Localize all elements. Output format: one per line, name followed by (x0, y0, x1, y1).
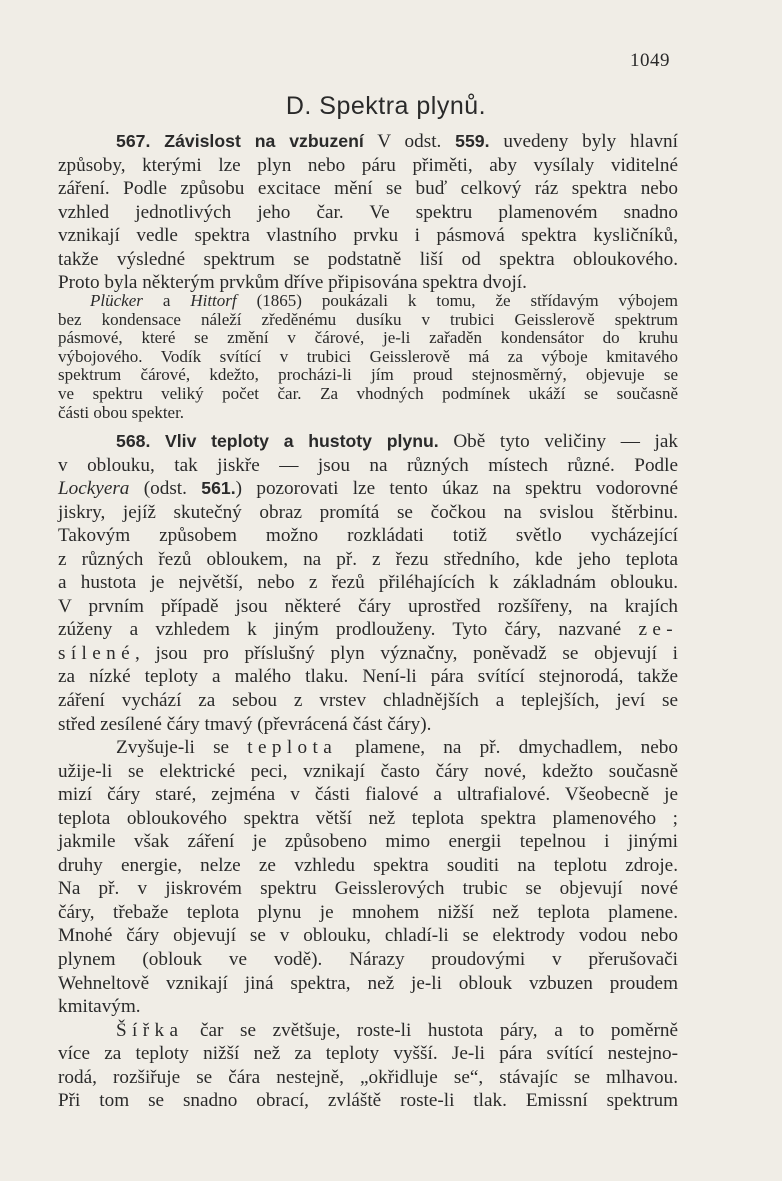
text-run: (1865) poukázali k tomu, že střídavým výbojem (236, 291, 678, 310)
text-line: mizí čáry staré, zejména v části fialové a ultrafialové. Všeobecně je (58, 784, 678, 806)
section-reference: 559. (455, 131, 490, 151)
text-line: za nízké teploty a malého tlaku. Není-li pára svítící stejnorodá, takže (58, 666, 678, 688)
text-line: záření vychází za sebou z vrstev chladnějších a teplejších, jeví se (58, 690, 678, 712)
text-line: bez kondensace náleží zředěnému dusíku v trubici Geisslerově spektrum (58, 309, 678, 329)
author-name: Plücker (90, 291, 143, 310)
text-line (58, 1019, 678, 1043)
text-run: Obě tyto veličiny — jak (453, 431, 678, 452)
text-run: , jsou pro příslušný plyn význačny, poněvadž se objevují i (135, 642, 678, 664)
author-name: Lockyera (58, 478, 130, 500)
text-run: čar se zvětšuje, roste-li hustota páry, a to poměrně (183, 1019, 678, 1041)
spaced-term: Šířka (116, 1019, 184, 1041)
text-line: jiskry, jejíž skutečný obraz promítá se čočkou na svislou štěrbinu. (58, 501, 678, 523)
text-line (58, 130, 678, 154)
paragraph-567 (58, 130, 678, 295)
text-line: V prvním případě jsou některé čáry uprostřed rozšířeny, na krajích (58, 595, 678, 617)
text-line: Takovým způsobem možno rozkládati totiž světlo vycházející (58, 525, 678, 547)
text-line: části obou spekter. (58, 402, 185, 422)
text-run: plamene, na př. dmychadlem, nebo (337, 737, 678, 759)
text-line: spektrum čárové, kdežto, procházi-li jím proud stejnosměrný, objevuje se (58, 365, 678, 385)
note-567 (58, 292, 678, 422)
text-line: kmitavým. (58, 996, 141, 1018)
text-line (58, 642, 678, 666)
text-line: Proto byla některým prvkům dříve připisována spektra dvojí. (58, 272, 527, 294)
text-line: výbojového. Vodík svítící v trubici Geisslerově má za výboje kmitavého (58, 346, 678, 366)
spaced-term: sílené (58, 642, 136, 664)
text-line: Na př. v jiskrovém spektru Geisslerových trubic se objevují nové (58, 878, 678, 900)
text-line: ve spektru veliký počet čar. Za vhodných podmínek ukáží se současně (58, 383, 678, 403)
text-run: uvedeny byly hlavní (489, 131, 678, 152)
text-line: užije-li se elektrické peci, vznikají často čáry nové, kdežto současně (58, 760, 678, 782)
section-heading: Vliv teploty a hustoty plynu. (164, 431, 439, 451)
text-line (58, 292, 678, 311)
text-line: v oblouku, tak jiskře — jsou na různých místech různé. Podle (58, 454, 678, 476)
text-line: způsoby, kterými lze plyn nebo páru přiměti, aby vysílaly viditelné (58, 154, 678, 176)
spaced-term: teplota (247, 737, 338, 759)
text-line: teplota obloukového spektra větší než teplota spektra plamenového ; (58, 807, 678, 829)
paragraph-568 (58, 430, 678, 1113)
text-line: Při tom se snadno obrací, zvláště roste-li tlak. Emissní spektrum (58, 1090, 678, 1112)
text-line (58, 736, 678, 760)
spaced-term: ze- (638, 619, 678, 641)
text-line: druhy energie, nelze ze vzhledu spektra souditi na teplotu zdroje. (58, 854, 678, 876)
text-line: Wehneltově vznikají jiná spektra, než je-li oblouk vzbuzen proudem (58, 972, 678, 994)
author-name: Hittorf (190, 291, 237, 310)
text-line (58, 430, 678, 454)
text-line: více za teploty nižší než za teploty vyšší. Je-li pára svítící nestejno- (58, 1043, 678, 1065)
text-run: ) pozorovati lze tento úkaz na spektru vodorovné (235, 478, 678, 500)
text-line: takže výsledné spektrum se podstatně liší od spektra obloukového. (58, 248, 678, 270)
text-line: čáry, třebaže teplota plynu je mnohem nižší než teplota plamene. (58, 901, 678, 923)
text-line: rodá, rozšiřuje se čára nestejně, „okřidluje se“, stávajíc se mlhavou. (58, 1066, 678, 1088)
text-line (58, 477, 678, 501)
text-run: V odst. (363, 131, 456, 152)
section-reference: 561. (201, 478, 236, 499)
section-number: 567. (116, 131, 151, 151)
text-run: a (142, 291, 191, 310)
section-number: 568. (116, 431, 151, 451)
section-title: D. Spektra plynů. (285, 92, 487, 120)
text-line: střed zesílené čáry tmavý (převrácená část čáry). (58, 713, 432, 735)
text-run: zúženy a vzhledem k jiným prodlouženy. Tyto čáry, nazvané (58, 619, 639, 641)
text-line: vzhled jednotlivých jeho čar. Ve spektru plamenovém snadno (58, 201, 678, 223)
text-line: plynem (oblouk ve vodě). Nárazy proudovými v přerušovači (58, 949, 678, 971)
text-line: a hustota je největší, nebo z řezů přiléhajících k základnám oblouku. (58, 572, 678, 594)
text-line (58, 618, 678, 642)
text-line: záření. Podle způsobu excitace mění se buď celkový ráz spektra nebo (58, 178, 678, 200)
text-line: jakmile však záření je způsobeno mimo energii tepelnou i jinými (58, 831, 678, 853)
text-line: vznikají vedle spektra vlastního prvku i pásmová spektra kysličníků, (58, 225, 678, 247)
text-line: z různých řezů obloukem, na př. z řezu středního, kde jeho teplota (58, 548, 678, 570)
page-number: 1049 (630, 50, 670, 71)
text-run: (odst. (129, 478, 202, 500)
section-heading: Závislost na vzbuzení (150, 131, 364, 151)
text-line: Mnohé čáry objevují se v oblouku, chladí-li se elektrody vodou nebo (58, 925, 678, 947)
text-run: Zvyšuje-li se (116, 737, 248, 759)
text-line: pásmové, které se změní v čárové, je-li zařaděn kondensátor do kruhu (58, 328, 678, 348)
